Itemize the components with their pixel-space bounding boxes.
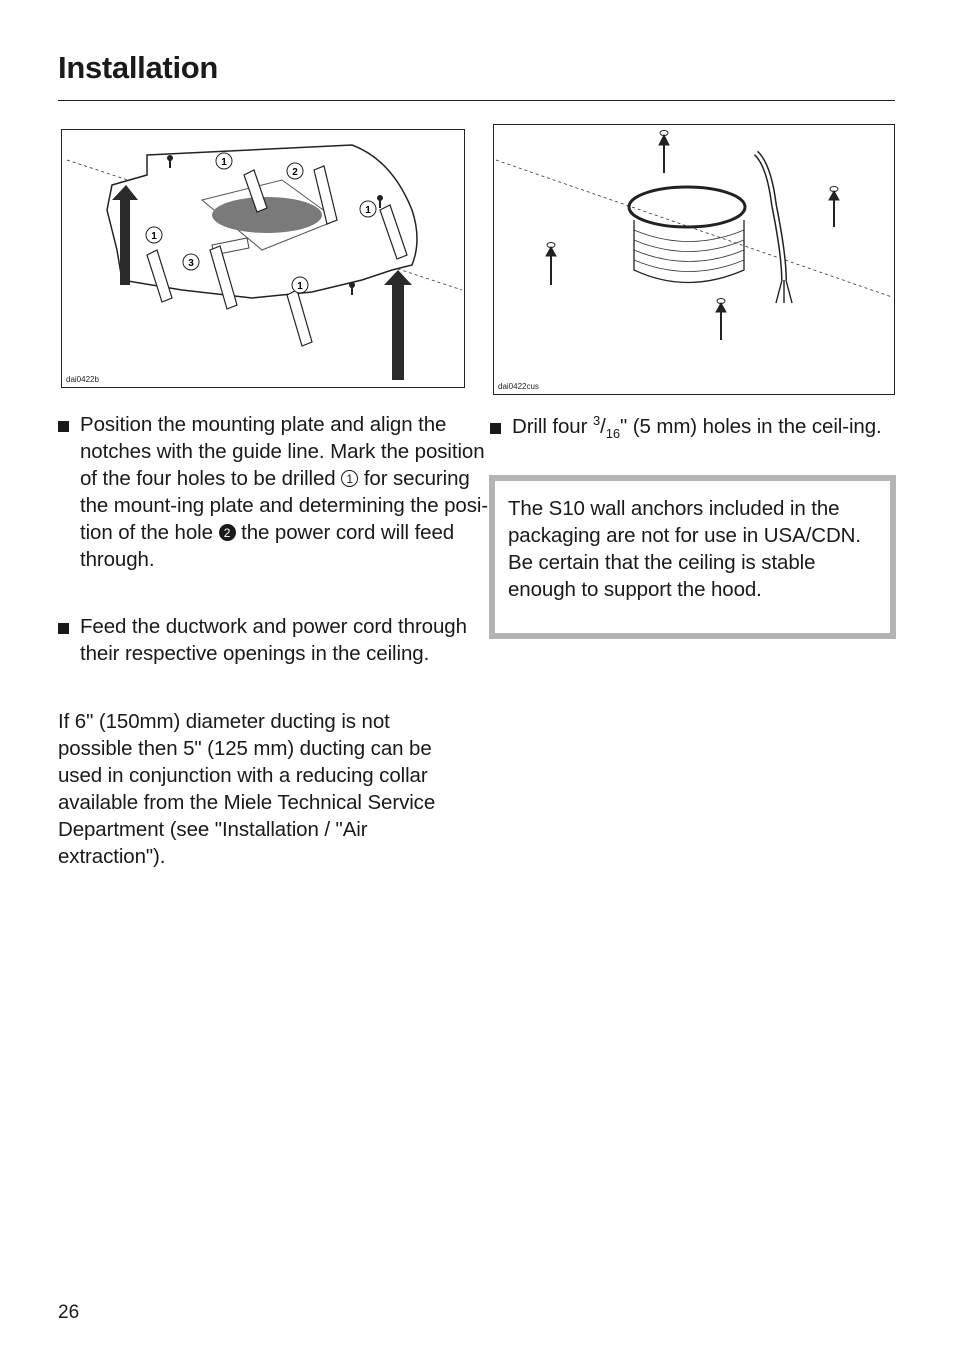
figure-label-right: dai0422cus — [498, 382, 539, 391]
note-line-1: The S10 wall anchors included in the packaging are not for use in USA/CDN. — [508, 497, 861, 547]
bullet-drill-holes — [490, 413, 922, 440]
bullet-square-icon — [58, 421, 69, 432]
callout-1-bottom: 1 — [297, 281, 303, 292]
bullet-feed-ductwork-text: Feed the ductwork and power cord through their respective openings in the ceiling. — [80, 615, 467, 665]
mounting-plate-illustration — [62, 130, 464, 387]
callout-2-marker: 2 — [219, 524, 236, 541]
ceiling-holes-illustration — [494, 125, 894, 394]
callout-1-top: 1 — [221, 157, 227, 168]
callout-1-marker: 1 — [341, 470, 358, 487]
warning-note-box — [489, 475, 896, 639]
bullet-square-icon — [58, 623, 69, 634]
bullet-feed-ductwork — [58, 613, 490, 667]
page-number: 26 — [58, 1302, 80, 1323]
ceiling-holes-figure — [493, 124, 895, 395]
callout-1-right: 1 — [365, 205, 371, 216]
mounting-plate-figure — [61, 129, 465, 388]
ducting-paragraph: If 6" (150mm) diameter ducting is not possible then 5" (125 mm) ducting can be used in conjunction with a reducing collar available from the Miele Technical Service Department (see "Installation / "Air extraction"). — [58, 710, 436, 868]
callout-1-left: 1 — [151, 231, 157, 242]
callout-2: 2 — [292, 167, 298, 178]
figure-label-left: dai0422b — [66, 375, 99, 384]
bullet-position-plate-text: Position the mounting plate and align the notches with the guide line. Mark the position of the four holes to be drilled 1 for securing the mount-ing plate and determining the posi-tion of the hole 2 the power cord will feed through. — [80, 413, 489, 571]
note-line-2: Be certain that the ceiling is stable enough to support the hood. — [508, 551, 816, 601]
callout-3: 3 — [188, 258, 194, 269]
bullet-position-plate — [58, 411, 490, 573]
page-title: Installation — [58, 50, 219, 85]
bullet-square-icon — [490, 423, 501, 434]
title-divider — [58, 100, 895, 101]
bullet-drill-holes-text: Drill four $^3/_{16}$" (5 mm) holes in the ceil-ing. — [512, 413, 882, 442]
